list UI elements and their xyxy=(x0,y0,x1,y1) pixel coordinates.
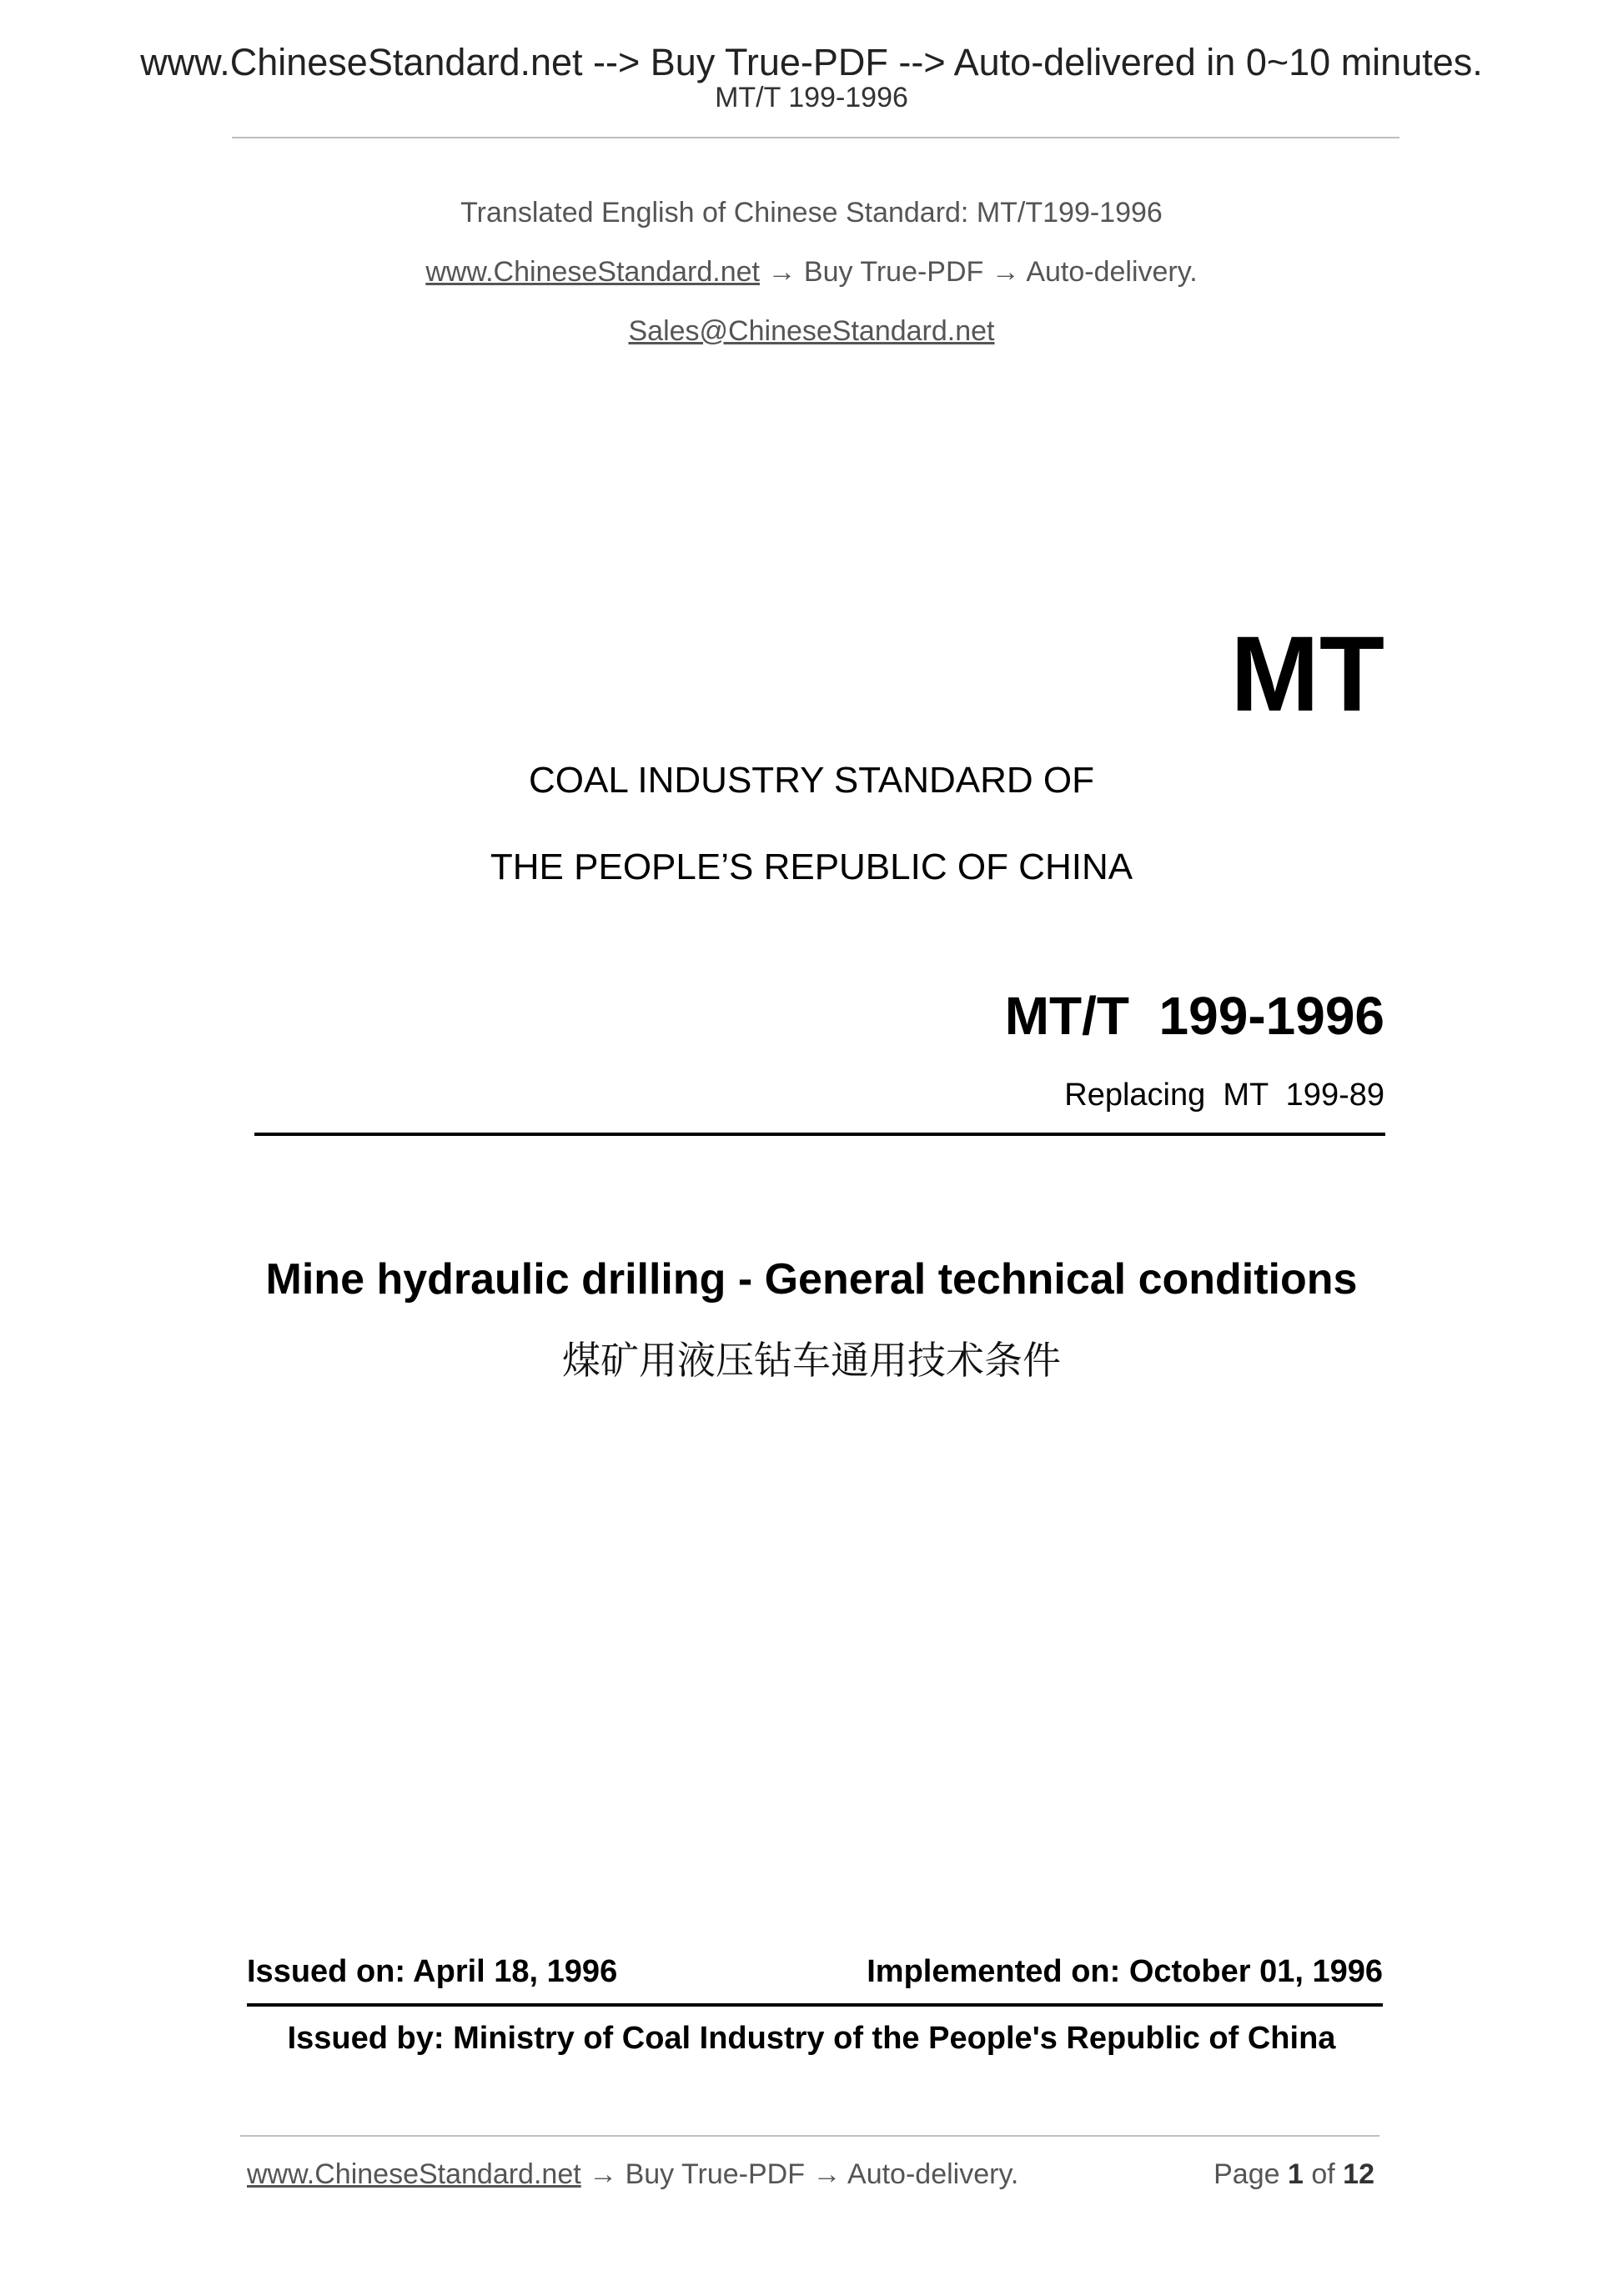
issuer-line-2: THE PEOPLE’S REPUBLIC OF CHINA xyxy=(490,847,1133,887)
standard-logo-mark: MT xyxy=(1230,615,1384,734)
arrow-icon: → xyxy=(812,2158,842,2190)
site-link[interactable]: www.ChineseStandard.net xyxy=(425,256,760,288)
issued-on-date: Issued on: April 18, 1996 xyxy=(247,1954,618,1989)
page-total: 12 xyxy=(1343,2158,1374,2190)
dates-divider xyxy=(247,2003,1383,2007)
footer-divider xyxy=(240,2135,1379,2137)
footer-buy-text: Buy True-PDF xyxy=(625,2158,805,2190)
replacing-note: Replacing MT 199-89 xyxy=(1064,1078,1384,1113)
footer-purchase-line xyxy=(247,2160,1018,2188)
sales-email-line xyxy=(0,317,1623,345)
document-title-english: Mine hydraulic drilling - General technical conditions xyxy=(265,1255,1358,1304)
sales-email-link[interactable]: Sales@ChineseStandard.net xyxy=(628,315,995,347)
implemented-on-date: Implemented on: October 01, 1996 xyxy=(867,1954,1383,1989)
of-label: of xyxy=(1311,2158,1335,2190)
delivery-text: Auto-delivery. xyxy=(1026,256,1198,288)
issuer-line-1: COAL INDUSTRY STANDARD OF xyxy=(528,760,1095,801)
issued-by: Issued by: Ministry of Coal Industry of the People's Republic of China xyxy=(287,2021,1336,2056)
page-indicator xyxy=(1213,2160,1374,2188)
page-number: 1 xyxy=(1287,2158,1304,2190)
purchase-line xyxy=(0,258,1623,286)
document-title-chinese: 煤矿用液压钻车通用技术条件 xyxy=(562,1338,1061,1383)
title-divider xyxy=(254,1133,1385,1136)
arrow-icon: → xyxy=(589,2158,618,2190)
page-label: Page xyxy=(1213,2158,1280,2190)
arrow-icon: → xyxy=(991,256,1020,288)
footer-delivery-text: Auto-delivery. xyxy=(847,2158,1019,2190)
running-header-doc-code: MT/T 199-1996 xyxy=(715,82,908,113)
top-banner: www.ChineseStandard.net --> Buy True-PDF --> Auto-delivered in 0~10 minutes. xyxy=(140,41,1483,83)
standard-code: MT/T 199-1996 xyxy=(1004,986,1384,1046)
footer-site-link[interactable]: www.ChineseStandard.net xyxy=(247,2158,581,2190)
arrow-icon: → xyxy=(767,256,796,288)
buy-text: Buy True-PDF xyxy=(803,256,984,288)
translation-notice: Translated English of Chinese Standard: MT/T199-1996 xyxy=(460,197,1163,229)
header-divider xyxy=(232,137,1399,138)
